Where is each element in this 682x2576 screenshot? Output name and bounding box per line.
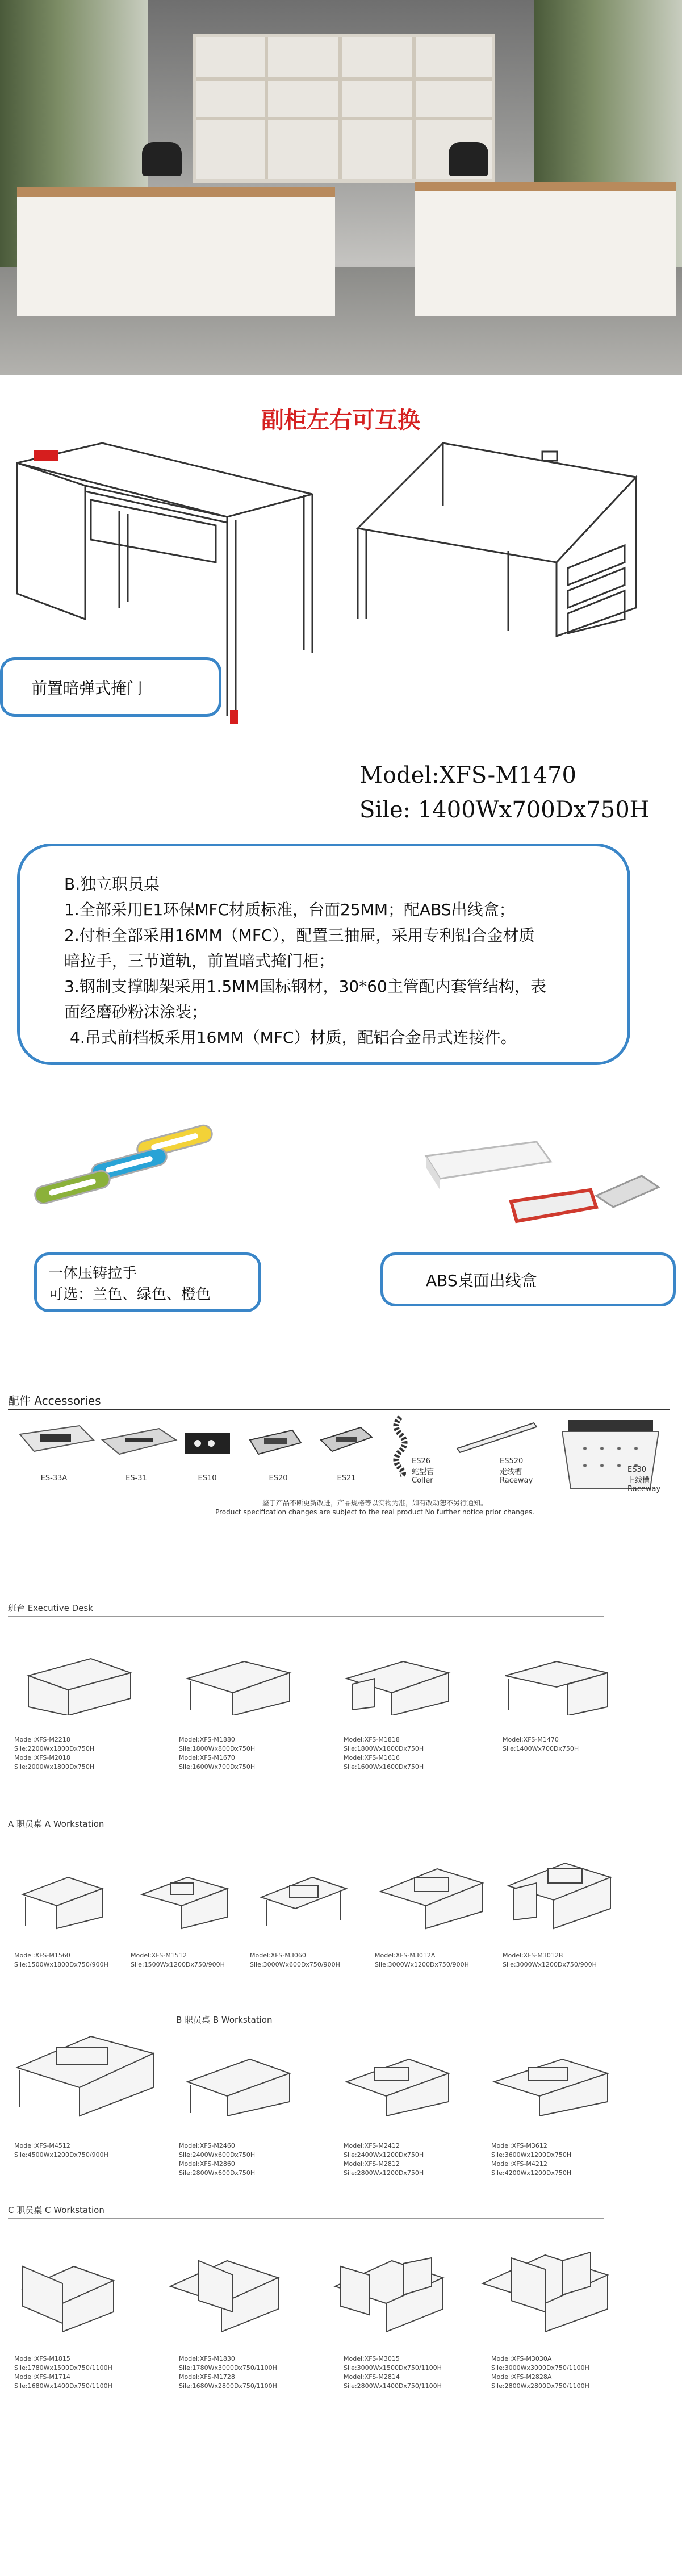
accessory-es26-cap: ES26 蛇型管 Coller <box>412 1457 434 1485</box>
executive-divider <box>8 1616 604 1617</box>
workC-title: C 职员桌 C Workstation <box>8 2205 104 2215</box>
product-caption: Model:XFS-M1512 Sile:1500Wx1200Dx750/900H <box>131 1952 225 1968</box>
desk-drawing-right <box>352 432 670 648</box>
desk-right <box>415 182 676 316</box>
spec-line: 1.全部采用E1环保MFC材质标准，台面25MM；配ABS出线盒； <box>64 900 515 919</box>
product-thumb <box>17 2249 119 2335</box>
product-caption: Model:XFS-M4512 Sile:4500Wx1200Dx750/900H <box>14 2142 108 2159</box>
product-caption: Model:XFS-M3012B Sile:3000Wx1200Dx750/900H <box>503 1952 597 1968</box>
handles-image <box>28 1122 221 1218</box>
accessory-code: ES10 <box>198 1474 217 1483</box>
product-caption: Model:XFS-M1830 Sile:1780Wx3000Dx750/1100H Model:XFS-M1728 Sile:1680Wx2800Dx750/1100H <box>179 2355 277 2390</box>
product-caption: Model:XFS-M3030A Sile:3000Wx3000Dx750/1100H Model:XFS-M2828A Sile:2800Wx2800Dx750/1100H <box>491 2355 589 2390</box>
product-thumb <box>256 1869 352 1931</box>
accessory-es20 <box>247 1426 304 1460</box>
product-caption: Model:XFS-M2412 Sile:2400Wx1200Dx750H Model:XFS-M2812 Sile:2800Wx1200Dx750H <box>344 2142 424 2177</box>
product-caption: Model:XFS-M2460 Sile:2400Wx600Dx750H Model:XFS-M2860 Sile:2800Wx600Dx750H <box>179 2142 256 2177</box>
executive-title: 班台 Executive Desk <box>8 1603 93 1613</box>
product-thumb <box>488 2051 613 2119</box>
product-caption: Model:XFS-M3012A Sile:3000Wx1200Dx750/900H <box>375 1952 469 1968</box>
front-door-label <box>0 657 221 717</box>
product-thumb <box>182 2051 295 2119</box>
product-thumb <box>375 1857 488 1931</box>
accessory-code: ES20 <box>269 1474 288 1483</box>
accessory-code: ES-33A <box>40 1474 68 1483</box>
product-caption: Model:XFS-M1560 Sile:1500Wx1800Dx750/900H <box>14 1952 108 1968</box>
cablebox-image <box>415 1128 670 1235</box>
handles-label <box>34 1252 261 1312</box>
spec-line: 2.付柜全部采用16MM（MFC），配置三抽屉，采用专利铝合金材质 <box>64 926 535 945</box>
accessory-code: ES21 <box>337 1474 356 1483</box>
cablebox-label <box>380 1252 676 1306</box>
spec-line: 面经磨砂粉沫涂装； <box>64 1003 208 1021</box>
accessory-es10 <box>182 1429 233 1460</box>
accessory-es33a <box>17 1420 97 1463</box>
accessory-es26 <box>389 1414 412 1477</box>
accessory-es31 <box>99 1423 179 1466</box>
workA-title: A 职员桌 A Workstation <box>8 1819 104 1829</box>
product-caption: Model:XFS-M1880 Sile:1800Wx800Dx750H Model:XFS-M1670 Sile:1600Wx700Dx750H <box>179 1736 256 1771</box>
spec-line: 暗拉手，三节道轨，前置暗式掩门柜； <box>64 951 335 970</box>
spec-line: 4.吊式前档板采用16MM（MFC）材质，配铝合金吊式连接件。 <box>70 1028 517 1047</box>
product-thumb <box>182 1653 295 1715</box>
accessory-es30-cap: ES30 上线槽 Raceway <box>627 1466 661 1493</box>
hero-photo <box>0 0 682 375</box>
product-thumb <box>500 1653 613 1715</box>
accessories-note: 鉴于产品不断更新改进，产品规格等以实物为准，如有改动恕不另行通知。 Product specification changes are subject to the real product No further notice prior changes. <box>215 1499 534 1516</box>
product-caption: Model:XFS-M1470 Sile:1400Wx700Dx750H <box>503 1736 579 1752</box>
model-line-2: Sile: 1400Wx700Dx750H <box>359 797 650 823</box>
accessory-code: ES-31 <box>125 1474 147 1483</box>
handles-label-line2: 可选：兰色、绿色、橙色 <box>48 1285 211 1303</box>
chair-left <box>142 142 182 176</box>
product-caption: Model:XFS-M1818 Sile:1800Wx1800Dx750H Model:XFS-M1616 Sile:1600Wx1600Dx750H <box>344 1736 424 1771</box>
product-thumb <box>11 2022 159 2119</box>
chair-right <box>449 142 488 176</box>
model-line-1: Model:XFS-M1470 <box>359 762 576 788</box>
spec-box <box>17 844 630 1065</box>
product-thumb <box>165 2244 284 2335</box>
product-thumb <box>17 1869 108 1931</box>
accessory-es520 <box>454 1420 539 1454</box>
workB-title: B 职员桌 B Workstation <box>176 2015 273 2025</box>
product-thumb <box>341 1653 454 1715</box>
product-thumb <box>503 1852 616 1931</box>
product-thumb <box>329 2244 449 2335</box>
desk-left <box>17 187 335 316</box>
product-caption: Model:XFS-M1815 Sile:1780Wx1500Dx750/1100H Model:XFS-M1714 Sile:1680Wx1400Dx750/1100H <box>14 2355 112 2390</box>
product-caption: Model:XFS-M2218 Sile:2200Wx1800Dx750H Model:XFS-M2018 Sile:2000Wx1800Dx750H <box>14 1736 95 1771</box>
product-caption: Model:XFS-M3060 Sile:3000Wx600Dx750/900H <box>250 1952 340 1968</box>
product-thumb <box>341 2051 454 2119</box>
product-caption: Model:XFS-M3612 Sile:3600Wx1200Dx750H Model:XFS-M4212 Sile:4200Wx1200Dx750H <box>491 2142 572 2177</box>
cablebox-text: ABS桌面出线盒 <box>426 1271 537 1290</box>
accessories-title: 配件 Accessories <box>8 1394 101 1408</box>
swap-title: 副柜左右可互换 <box>261 407 420 433</box>
accessory-es520-cap: ES520 走线槽 Raceway <box>500 1457 533 1485</box>
spec-line: 3.钢制支撑脚架采用1.5MM国标钢材，30*60主管配内套管结构，表 <box>64 977 546 996</box>
product-thumb <box>136 1869 233 1931</box>
handles-label-line1: 一体压铸拉手 <box>48 1264 137 1282</box>
spec-line: B.独立职员桌 <box>64 875 160 894</box>
product-caption: Model:XFS-M3015 Sile:3000Wx1500Dx750/1100H Model:XFS-M2814 Sile:2800Wx1400Dx750/1100H <box>344 2355 442 2390</box>
accessory-es21 <box>318 1423 375 1457</box>
product-thumb <box>23 1653 136 1715</box>
front-door-text: 前置暗弹式掩门 <box>31 678 143 698</box>
product-thumb <box>477 2238 613 2335</box>
workC-divider <box>8 2218 604 2219</box>
